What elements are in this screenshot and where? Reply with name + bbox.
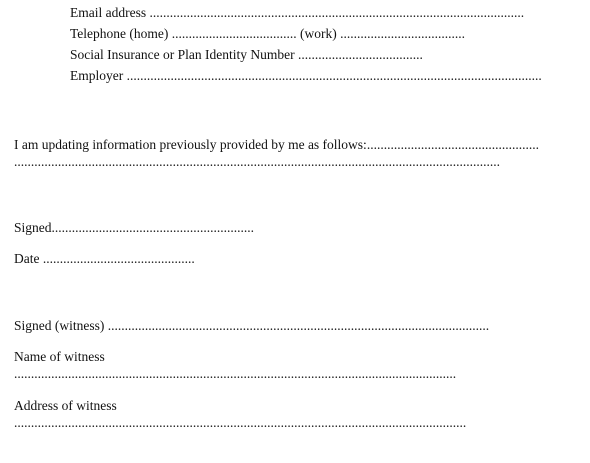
witness-address-label: Address of witness: [14, 398, 117, 413]
telephone-field[interactable]: Telephone (home) ..................................... (work) .....................................: [70, 26, 466, 41]
update-information-statement[interactable]: I am updating information previously provided by me as follows:...................................................: [14, 137, 539, 152]
update-information-continuation-line[interactable]: ................................................................................................................................................: [14, 154, 500, 169]
witness-name-label: Name of witness: [14, 349, 105, 364]
email-address-field[interactable]: Email address ...............................................................................................................: [70, 5, 525, 20]
signature-field[interactable]: Signed............................................................: [14, 220, 255, 235]
witness-name-field[interactable]: ...................................................................................................................................: [14, 366, 457, 381]
witness-address-field[interactable]: ......................................................................................................................................: [14, 415, 467, 430]
date-field[interactable]: Date .............................................: [14, 251, 195, 266]
witness-signature-field[interactable]: Signed (witness) .................................................................................................................: [14, 318, 490, 333]
employer-field[interactable]: Employer ...........................................................................................................................: [70, 68, 542, 83]
social-insurance-number-field[interactable]: Social Insurance or Plan Identity Number .....................................: [70, 47, 423, 62]
